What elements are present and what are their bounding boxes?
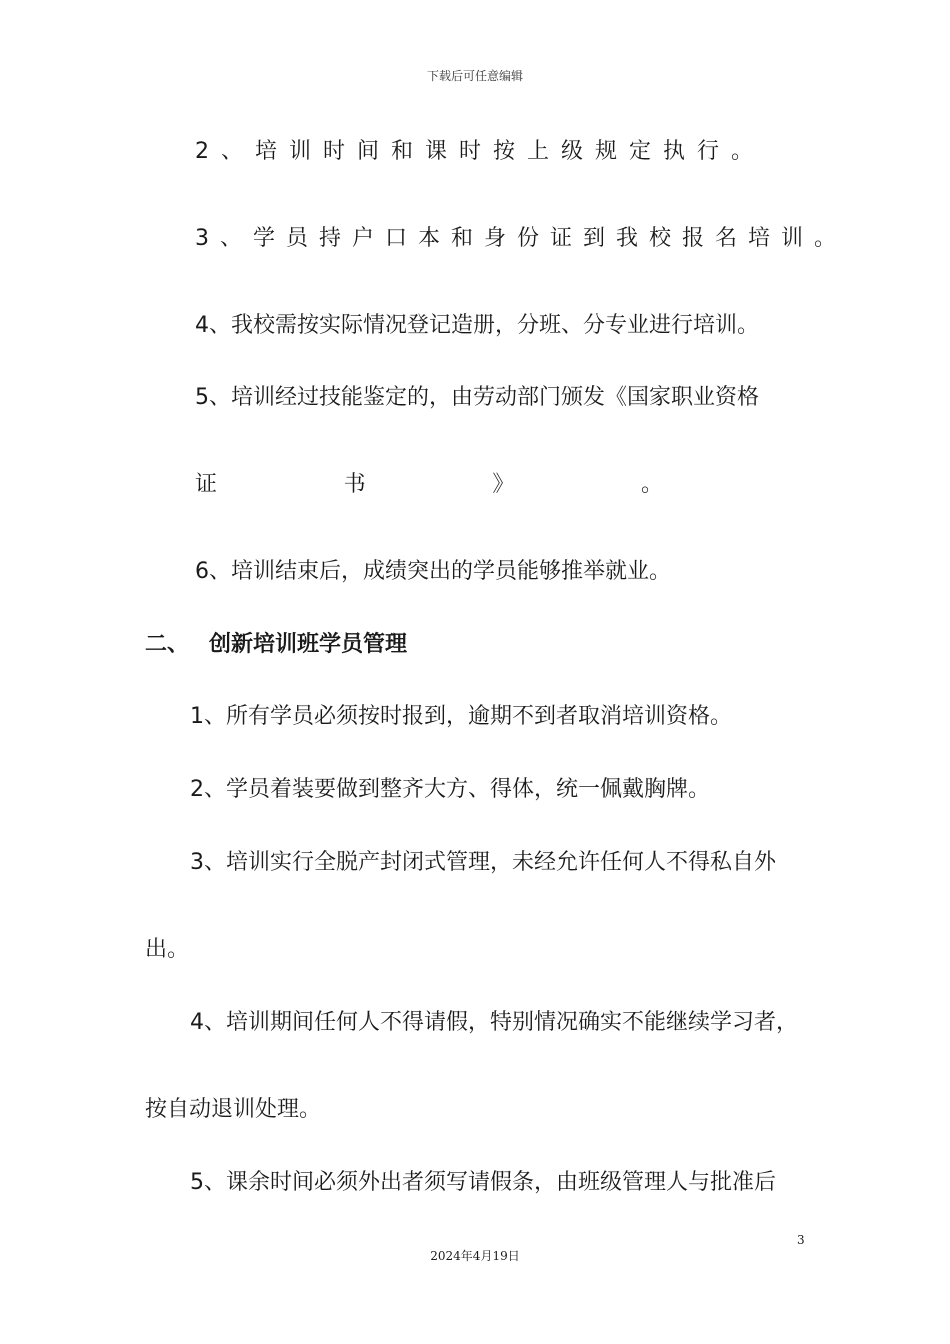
item-5-cont-part: 。 <box>640 472 663 497</box>
section-number: 二、 <box>145 632 190 657</box>
section-heading <box>145 630 407 660</box>
rule-2: 2、学员着装要做到整齐大方、得体，统一佩戴胸牌。 <box>190 777 710 802</box>
rule-3-continuation: 出。 <box>145 937 190 962</box>
section-title: 创新培训班学员管理 <box>209 632 408 657</box>
rule-1: 1、所有学员必须按时报到，逾期不到者取消培训资格。 <box>190 704 732 729</box>
item-6: 6、培训结束后，成绩突出的学员能够推举就业。 <box>195 559 671 584</box>
rule-5: 5、课余时间必须外出者须写请假条，由班级管理人与批准后 <box>190 1170 776 1195</box>
item-5-cont-part: 书 <box>343 472 366 497</box>
item-2: 2、培训时间和课时按上级规定执行。 <box>195 139 765 164</box>
item-5-continuation <box>195 470 663 500</box>
footer-date: 2024年4月19日 <box>430 1249 520 1263</box>
rule-4-continuation: 按自动退训处理。 <box>145 1097 322 1122</box>
page-header: 下载后可任意编辑 <box>426 69 523 83</box>
rule-3: 3、培训实行全脱产封闭式管理，未经允许任何人不得私自外 <box>190 850 776 875</box>
item-3: 3、学员持户口本和身份证到我校报名培训。 <box>195 226 847 251</box>
item-5: 5、培训经过技能鉴定的，由劳动部门颁发《国家职业资格 <box>195 385 759 410</box>
page-number: 3 <box>797 1233 805 1247</box>
rule-4: 4、培训期间任何人不得请假，特别情况确实不能继续学习者， <box>190 1010 798 1035</box>
item-5-cont-part: 》 <box>492 472 515 497</box>
item-5-cont-part: 证 <box>195 472 218 497</box>
item-4: 4、我校需按实际情况登记造册，分班、分专业进行培训。 <box>195 313 759 338</box>
